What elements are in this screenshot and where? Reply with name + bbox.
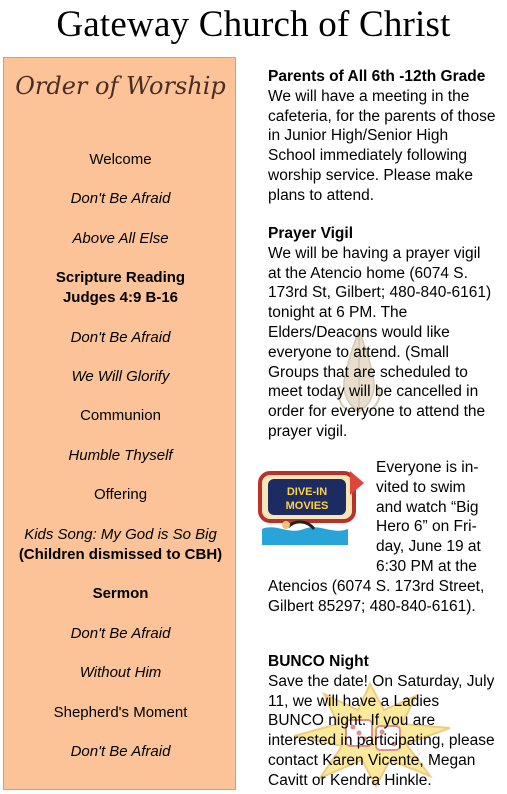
sign-line1: DIVE-IN bbox=[286, 486, 328, 498]
order-of-worship-panel bbox=[3, 57, 236, 790]
prayer-vigil-heading: Prayer Vigil bbox=[268, 225, 354, 242]
order-item: Don't Be Afraid bbox=[70, 743, 171, 760]
bunco-announcement bbox=[268, 652, 496, 791]
order-item: Humble Thyself bbox=[68, 447, 173, 464]
parents-body: We will have a meeting in the cafeteria, for the parents of those in Junior High/Senior High School immediately following worship service. Please make plans to attend. bbox=[268, 87, 496, 204]
movie-line-6: 6:30 PM at the bbox=[376, 557, 477, 575]
order-item: Don't Be Afraid bbox=[70, 625, 171, 642]
movie-line-2: vited to swim bbox=[376, 478, 466, 496]
prayer-vigil-body: We will be having a prayer vigil at the Atencio home (6074 S. 173rd St, Gilbert; 480-840-6161) tonight at 6 PM. The Elders/Deacons would like everyone to attend. (Small Groups that are scheduled to meet today will be cancelled in order for everyone to attend the prayer vigil. bbox=[268, 244, 492, 440]
movie-line-1: Everyone is in- bbox=[376, 459, 479, 476]
order-item: Shepherd's Moment bbox=[53, 704, 188, 721]
order-of-worship-heading: Order of Worship bbox=[15, 72, 226, 100]
movie-announcement-bottom bbox=[268, 577, 496, 617]
dive-in-movies-sign-icon bbox=[258, 467, 366, 549]
order-item: Without Him bbox=[79, 664, 162, 681]
movie-line-4: Hero 6” on Fri- bbox=[376, 518, 477, 536]
bunco-heading: BUNCO Night bbox=[268, 653, 369, 670]
order-item: Welcome bbox=[89, 151, 152, 168]
order-item: Scripture Reading bbox=[55, 269, 186, 286]
order-item: Don't Be Afraid bbox=[70, 329, 171, 346]
prayer-vigil-announcement bbox=[268, 224, 496, 442]
order-item: Communion bbox=[80, 407, 161, 424]
order-item: Kids Song: My God is So Big bbox=[24, 526, 217, 543]
movie-line-3: and watch “Big bbox=[376, 498, 479, 516]
order-item: Sermon bbox=[92, 585, 149, 602]
bunco-body: Save the date! On Saturday, July 11, we will have a Ladies BUNCO night. If you are interested in participating, please contact Karen Vicente, Megan Cavitt or Kendra Hinkle. bbox=[268, 672, 495, 789]
order-item: Offering bbox=[93, 486, 148, 503]
sign-line2: MOVIES bbox=[285, 500, 329, 512]
order-item: (Children dismissed to CBH) bbox=[18, 546, 223, 563]
order-item: Judges 4:9 B-16 bbox=[62, 289, 179, 306]
parents-announcement bbox=[268, 67, 496, 206]
page-title: Gateway Church of Christ bbox=[56, 4, 451, 45]
order-item: Above All Else bbox=[72, 230, 169, 247]
movie-line-5: day, June 19 at bbox=[376, 538, 481, 556]
parents-heading: Parents of All 6th -12th Grade bbox=[268, 68, 486, 85]
movie-announcement-top bbox=[376, 458, 500, 577]
movie-body-rest: Atencios (6074 S. 173rd Street, Gilbert 85297; 480-840-6161). bbox=[268, 578, 485, 615]
order-item: Don't Be Afraid bbox=[70, 190, 171, 207]
order-item: We Will Glorify bbox=[71, 368, 170, 385]
